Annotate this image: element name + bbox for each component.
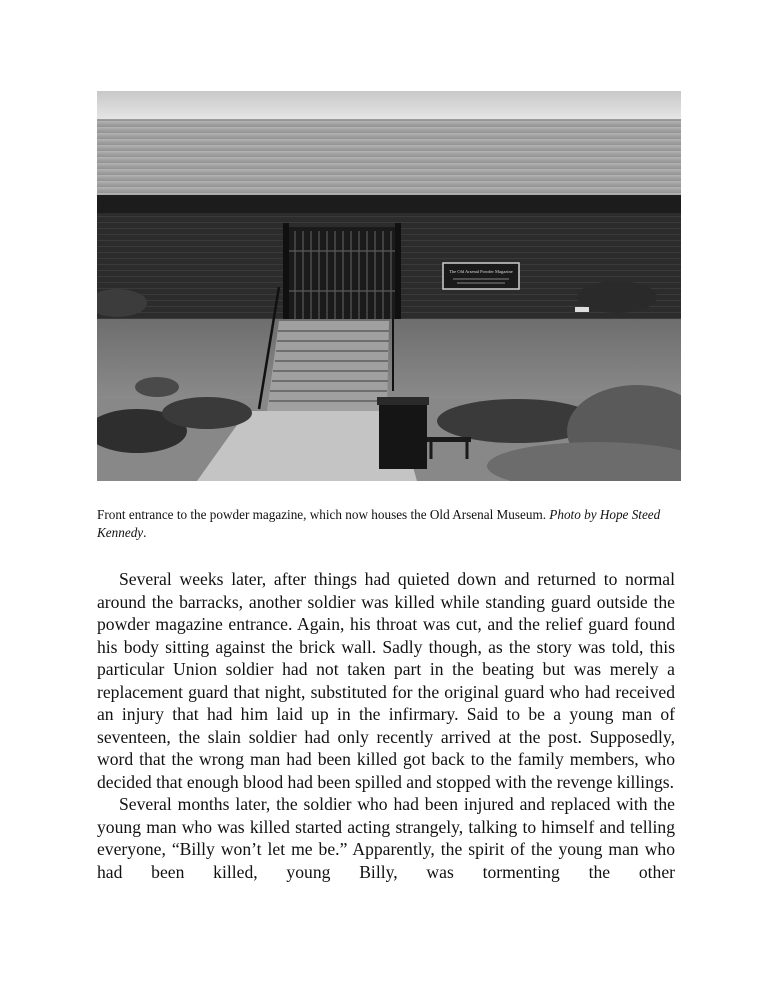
sign-text: The Old Arsenal Powder Magazine: [449, 269, 513, 274]
powder-magazine-photo: [97, 91, 681, 481]
body-text: [97, 568, 675, 883]
caption-end: .: [143, 525, 147, 540]
figure-caption: [97, 506, 681, 542]
caption-text: Front entrance to the powder magazine, which now houses the Old Arsenal Museum.: [97, 507, 550, 522]
caption-credit: Photo by Hope Steed Kennedy: [97, 507, 661, 540]
paragraph: Several months later, the soldier who had been injured and replaced with the young man who was killed started acting strangely, talking to himself and telling everyone, “Billy won’t let me be.” Apparently, the spirit of the young man who had been killed, young Billy, was tormenting the other: [97, 794, 675, 882]
paragraph: Several weeks later, after things had quieted down and returned to normal around the barracks, another soldier was killed while standing guard outside the powder magazine entrance. Again, his throat was cut, and the relief guard found his body sitting against the brick wall. Sadly though, as the story was told, this particular Union soldier had not taken part in the beating but was merely a replacement guard that night, substituted for the original guard who had received an injury that had him laid up in the infirmary. Said to be a young man of seventeen, the slain soldier had only recently arrived at the post. Supposedly, word that the wrong man had been killed got back to the family members, who decided that enough blood had been spilled and stopped with the revenge killings.: [97, 569, 675, 792]
